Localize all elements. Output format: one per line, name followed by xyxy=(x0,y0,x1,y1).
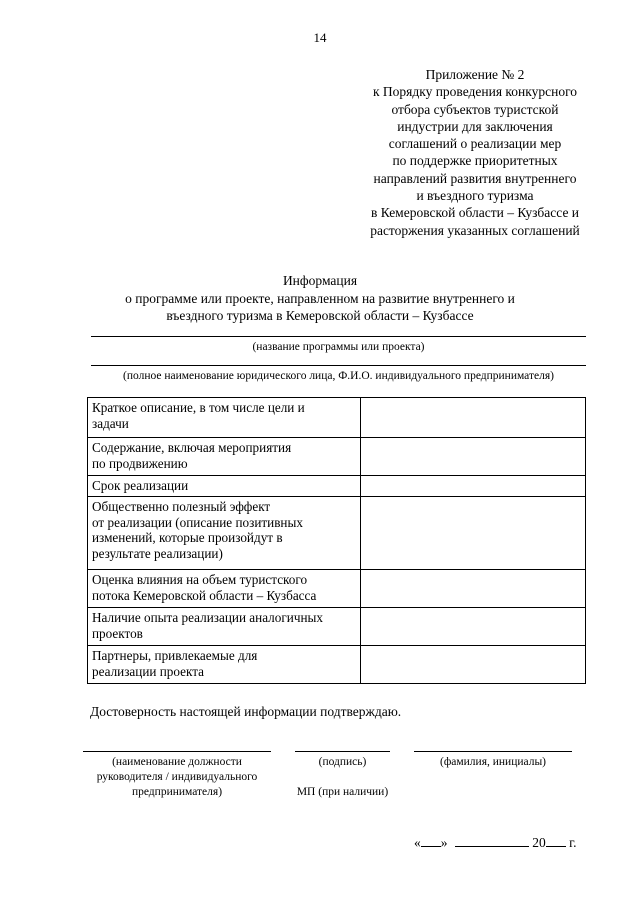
label-line: от реализации (описание позитивных xyxy=(92,514,303,530)
date-year-prefix: 20 xyxy=(532,835,546,850)
table-row xyxy=(88,497,586,570)
date-close-quote: » xyxy=(440,835,448,850)
label-line: потока Кемеровской области – Кузбасса xyxy=(92,587,317,603)
appendix-line: отбора субъектов туристской xyxy=(391,101,559,117)
label-line: Краткое описание, в том числе цели и xyxy=(92,400,305,415)
signature-caption: (подпись) xyxy=(318,756,367,768)
appendix-line: индустрии для заключения xyxy=(397,118,553,134)
label-line: Наличие опыта реализации аналогичных xyxy=(92,610,323,625)
legal-entity-field[interactable] xyxy=(91,365,586,366)
position-caption-line: руководителя / индивидуального xyxy=(96,771,258,783)
table-row-value-cell[interactable] xyxy=(361,497,586,570)
date-day-field[interactable] xyxy=(421,834,441,847)
table-row-label xyxy=(88,398,361,438)
table-row xyxy=(88,476,586,497)
date-month-field[interactable] xyxy=(455,834,529,847)
label-line: Общественно полезный эффект xyxy=(92,499,271,514)
document-title: Информация xyxy=(282,273,358,288)
table-row-label xyxy=(88,497,361,570)
appendix-line: к Порядку проведения конкурсного xyxy=(372,84,578,100)
table-row-value-cell[interactable] xyxy=(361,476,586,497)
appendix-header xyxy=(320,66,630,239)
position-caption-line: предпринимателя) xyxy=(131,786,223,798)
date-line xyxy=(414,834,577,851)
table-row xyxy=(88,398,586,438)
table-row-value-cell[interactable] xyxy=(361,608,586,646)
appendix-line: Приложение № 2 xyxy=(425,67,525,82)
label-line: Срок реализации xyxy=(92,478,189,493)
label-line: Партнеры, привлекаемые для xyxy=(92,648,258,663)
table-row-label xyxy=(88,476,361,497)
table-row-label xyxy=(88,570,361,608)
label-line: реализации проекта xyxy=(92,663,205,679)
table-row-value-cell[interactable] xyxy=(361,570,586,608)
stamp-caption: МП (при наличии) xyxy=(296,786,389,798)
label-line: Оценка влияния на объем туристского xyxy=(92,572,308,587)
label-line: проектов xyxy=(92,625,143,641)
confirmation-text: Достоверность настоящей информации подтверждаю. xyxy=(90,704,402,719)
label-line: по продвижению xyxy=(92,455,188,471)
appendix-line: направлений развития внутреннего xyxy=(373,170,577,186)
name-field[interactable] xyxy=(414,751,572,752)
label-line: задачи xyxy=(92,415,129,431)
appendix-line: по поддержке приоритетных xyxy=(392,153,558,169)
table-row-value-cell[interactable] xyxy=(361,646,586,684)
table-row-value-cell[interactable] xyxy=(361,398,586,438)
appendix-line: соглашений о реализации мер xyxy=(388,136,562,152)
document-subtitle-line: въездного туризма в Кемеровской области – Кузбассе xyxy=(166,308,474,323)
table-row-value-cell[interactable] xyxy=(361,438,586,476)
page-number: 14 xyxy=(313,30,327,45)
date-year-field[interactable] xyxy=(546,834,566,847)
program-name-caption: (название программы или проекта) xyxy=(252,341,425,353)
appendix-line: и въездного туризма xyxy=(416,188,534,204)
position-caption xyxy=(70,755,284,800)
table-row-label xyxy=(88,438,361,476)
legal-entity-caption: (полное наименование юридического лица, Ф.И.О. индивидуального предпринимателя) xyxy=(123,370,554,382)
label-line: результате реализации) xyxy=(92,545,223,561)
date-open-quote: « xyxy=(414,835,421,850)
program-name-field[interactable] xyxy=(91,336,586,337)
table-row-label xyxy=(88,646,361,684)
signature-field[interactable] xyxy=(295,751,390,752)
appendix-line: в Кемеровской области – Кузбассе и xyxy=(370,205,580,221)
label-line: Содержание, включая мероприятия xyxy=(92,440,292,455)
table-row xyxy=(88,570,586,608)
name-caption: (фамилия, инициалы) xyxy=(439,756,547,768)
document-subtitle-line: о программе или проекте, направленном на развитие внутреннего и xyxy=(125,290,515,306)
label-line: изменений, которые произойдут в xyxy=(92,530,283,545)
appendix-line: расторжения указанных соглашений xyxy=(370,222,580,238)
document-title-block xyxy=(0,272,640,325)
date-year-suffix: г. xyxy=(569,835,577,850)
table-row xyxy=(88,646,586,684)
position-field[interactable] xyxy=(83,751,271,752)
information-table xyxy=(87,397,586,684)
table-row xyxy=(88,438,586,476)
position-caption-line: (наименование должности xyxy=(112,756,242,768)
table-row-label xyxy=(88,608,361,646)
table-row xyxy=(88,608,586,646)
